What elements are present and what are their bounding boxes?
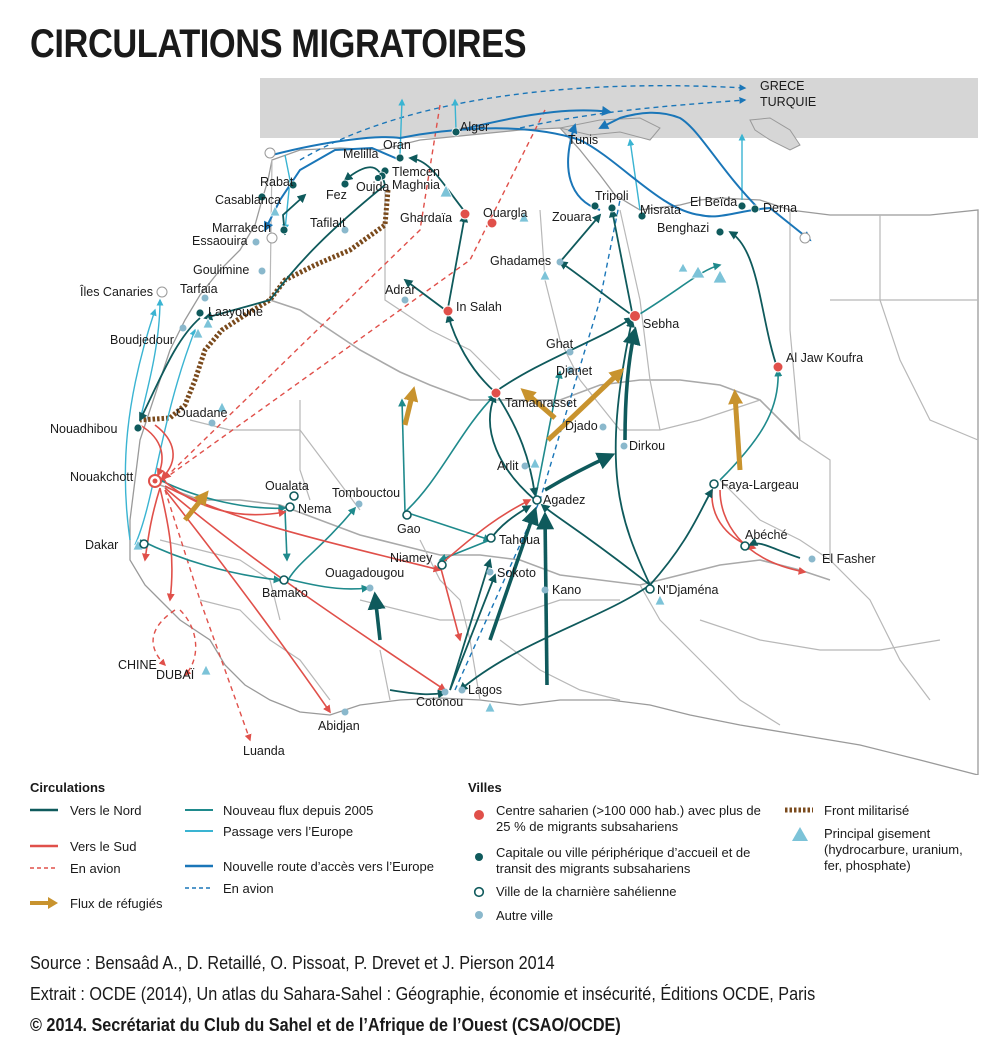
label-faya-largeau: Faya-Largeau [721,478,799,492]
label-turquie: TURQUIE [760,95,817,109]
label-goulimine: Goulimine [193,263,250,277]
label-ouargla: Ouargla [483,206,528,220]
label-boudjedour: Boudjedour [110,333,174,347]
legend-capitale-peripherique: Capitale ou ville périphérique d’accueil et de transit des migrants subsahariens [496,845,751,876]
legend-hollow-dot [473,886,485,898]
label-tahoua: Tahoua [499,533,541,547]
legend [0,775,1000,935]
label-fez: Fez [326,188,347,202]
label-ndjamena: N'Djaména [657,583,719,597]
label-canaries: Îles Canaries [80,285,153,299]
label-lagos: Lagos [468,683,503,697]
label-oujda: Oujda [356,180,390,194]
label-abeche: Abéché [745,528,788,542]
map-title: CIRCULATIONS MIGRATOIRES [30,22,527,66]
label-al-jaw-koufra: Al Jaw Koufra [786,351,864,365]
label-adrar: Adrar [385,283,416,297]
legend-villes-title: Villes [468,780,502,795]
label-niamey: Niamey [390,551,433,565]
label-tamanrasset: Tamanrasset [505,396,577,410]
legend-refugee-arrow [30,897,60,909]
label-dubai: DUBAÏ [156,668,195,682]
label-derna: Derna [763,201,798,215]
label-maghnia: Maghnia [392,178,440,192]
legend-red-dot [473,809,485,821]
label-el-fasher: El Fasher [822,552,876,566]
label-grece: GRECE [760,79,805,93]
label-chine: CHINE [118,658,157,672]
label-casablanca: Casablanca [215,193,282,207]
legend-south-air-line [30,863,60,873]
label-rabat: Rabat [260,175,294,189]
label-ghardaia: Ghardaïa [400,211,453,225]
label-nema: Nema [298,502,332,516]
label-tripoli: Tripoli [595,189,629,203]
label-laayoune: Laayoune [208,305,263,319]
label-in-salah: In Salah [456,300,502,314]
label-tlemcen: Tlemcen [392,165,440,179]
legend-deposit-triangle [792,827,808,841]
credit-source: Source : Bensaâd A., D. Retaillé, O. Pissoat, P. Drevet et J. Pierson 2014 [30,953,555,973]
legend-centre-saharien: Centre saharien (>100 000 hab.) avec plus de 25 % de migrants subsahariens [496,803,761,834]
label-sebha: Sebha [643,317,680,331]
label-tombouctou: Tombouctou [332,486,401,500]
legend-teal-dot [474,852,484,862]
label-agadez: Agadez [543,493,586,507]
legend-north-line [30,805,60,815]
legend-europe-air-line [185,883,215,893]
legend-vers-le-sud: Vers le Sud [70,839,137,854]
label-essaouira: Essaouira [192,234,248,248]
legend-nouvelle-route: Nouvelle route d’accès vers l’Europe [223,859,434,874]
label-nouadhibou: Nouadhibou [50,422,118,436]
label-djanet: Djanet [556,364,593,378]
legend-principal-gisement: Principal gisement (hydrocarbure, uranium, fer, phosphate) [824,826,963,873]
legend-charniere: Ville de la charnière sahélienne [496,884,677,899]
credit-extrait: Extrait : OCDE (2014), Un atlas du Sahara-Sahel : Géographie, économie et insécurité, Éditions OCDE, Paris [30,984,816,1004]
label-bamako: Bamako [262,586,308,600]
label-tunis: Tunis [568,133,599,147]
legend-passage-europe: Passage vers l’Europe [223,824,354,839]
label-nouakchott: Nouakchott [70,470,134,484]
legend-new-flow-line [185,805,215,815]
label-arlit: Arlit [497,459,519,473]
label-sokoto: Sokoto [497,566,536,580]
credits [30,948,815,1041]
label-ghat: Ghat [546,337,574,351]
label-gao: Gao [397,522,421,536]
legend-nouveau-flux: Nouveau flux depuis 2005 [223,803,374,818]
credit-copyright: © 2014. Secrétariat du Club du Sahel et de l’Afrique de l’Ouest (CSAO/OCDE) [30,1015,621,1035]
migration-map [0,75,1000,775]
label-dakar: Dakar [85,538,119,552]
legend-light-dot [474,910,484,920]
legend-front-line [785,805,815,815]
label-ouadane: Ouadane [176,406,228,420]
label-zouara: Zouara [552,210,592,224]
label-tafilalt: Tafilalt [310,216,346,230]
label-ghadames: Ghadames [490,254,552,268]
legend-vers-le-nord: Vers le Nord [70,803,142,818]
label-luanda: Luanda [243,744,285,758]
label-dirkou: Dirkou [629,439,666,453]
label-alger: Alger [460,120,490,134]
label-oualata: Oualata [265,479,309,493]
legend-circulations-title: Circulations [30,780,106,795]
label-marrakech: Marrakech [212,221,272,235]
legend-flux-refugies: Flux de réfugiés [70,896,163,911]
label-el-beida: El Beïda [690,195,738,209]
label-benghazi: Benghazi [657,221,710,235]
label-tarfaia: Tarfaia [180,282,218,296]
legend-autre-ville: Autre ville [496,908,554,923]
label-oran: Oran [383,138,411,152]
legend-en-avion-sud: En avion [70,861,121,876]
label-abidjan: Abidjan [318,719,360,733]
label-djado: Djado [565,419,598,433]
label-cotonou: Cotonou [416,695,464,709]
legend-south-line [30,841,60,851]
label-melilla: Melilla [343,147,379,161]
label-kano: Kano [552,583,582,597]
legend-front-militarise: Front militarisé [824,803,910,818]
legend-new-route-line [185,861,215,871]
legend-en-avion-europe: En avion [223,881,274,896]
label-misrata: Misrata [640,203,681,217]
legend-passage-line [185,826,215,836]
label-ouagadougou: Ouagadougou [325,566,405,580]
